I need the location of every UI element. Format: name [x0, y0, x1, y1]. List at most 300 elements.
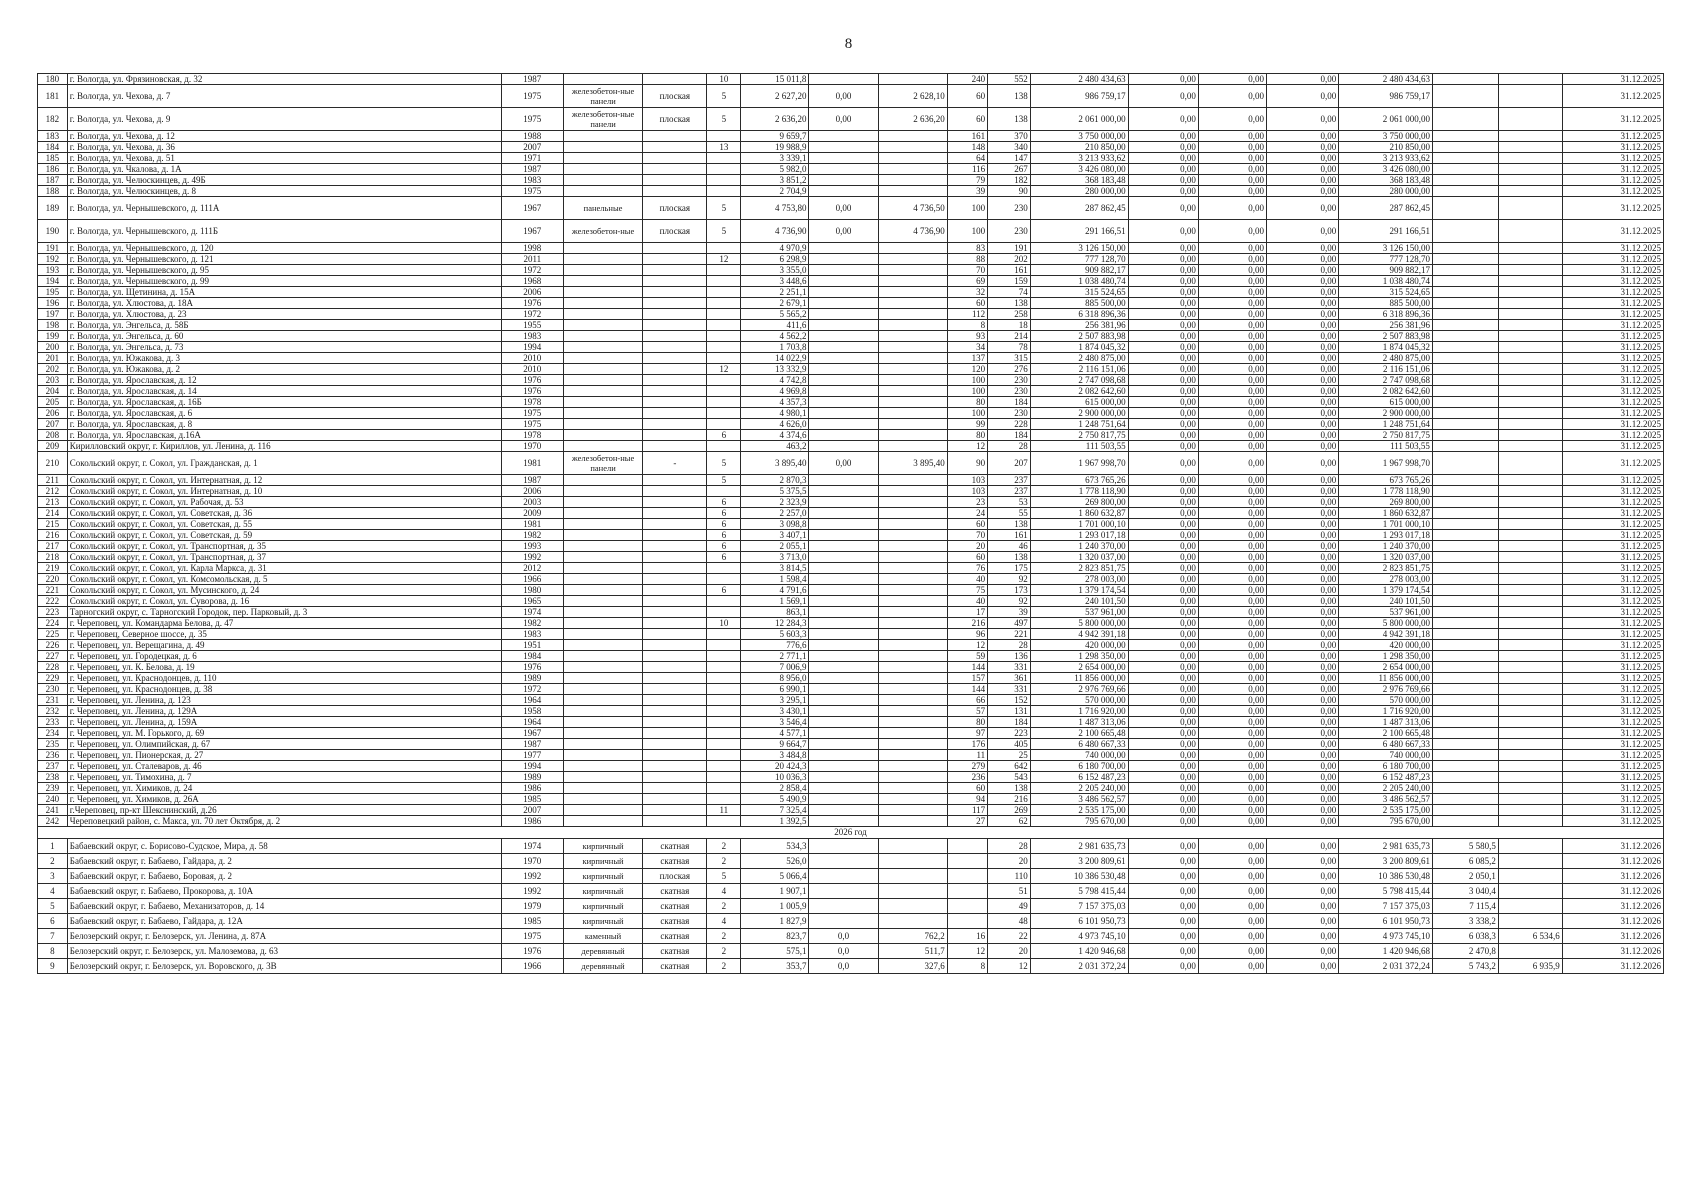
cell-build-year: 2006 — [501, 287, 563, 298]
cell-build-year: 1992 — [501, 869, 563, 884]
table-row — [38, 914, 1664, 929]
cell-fund-c: 0,00 — [1266, 839, 1338, 854]
cell-floors — [707, 276, 741, 287]
cell-floors — [707, 816, 741, 827]
cell-build-year: 1964 — [501, 717, 563, 728]
cell-col-j — [947, 839, 987, 854]
cell-roof-type — [643, 585, 707, 596]
cell-total-area: 5 490,9 — [741, 794, 809, 805]
cell-area-b: 762,2 — [878, 929, 947, 944]
cell-roof-type — [643, 519, 707, 530]
cell-unit-cost-b — [1498, 408, 1562, 419]
cell-build-year: 1983 — [501, 175, 563, 186]
cell-owner-funds: 287 862,45 — [1339, 197, 1433, 220]
cell-owner-funds: 2 976 769,66 — [1339, 684, 1433, 695]
cell-col-j: 60 — [947, 85, 987, 108]
cell-build-year: 1983 — [501, 331, 563, 342]
cell-residents: 74 — [988, 287, 1031, 298]
cell-area-b: 2 628,10 — [878, 85, 947, 108]
cell-floors — [707, 750, 741, 761]
cell-unit-cost-b — [1498, 706, 1562, 717]
cell-area-a — [809, 695, 878, 706]
cell-unit-cost-a — [1432, 397, 1498, 408]
cell-floors: 5 — [707, 85, 741, 108]
cell-area-b — [878, 331, 947, 342]
cell-unit-cost-a — [1432, 331, 1498, 342]
cell-unit-cost-b — [1498, 164, 1562, 175]
cell-deadline: 31.12.2025 — [1562, 596, 1663, 607]
cell-total-cost: 1 967 998,70 — [1030, 452, 1128, 475]
cell-unit-cost-a — [1432, 85, 1498, 108]
table-row — [38, 739, 1664, 750]
cell-build-year: 1994 — [501, 761, 563, 772]
cell-total-cost: 368 183,48 — [1030, 175, 1128, 186]
cell-fund-b: 0,00 — [1198, 342, 1266, 353]
cell-area-b — [878, 914, 947, 929]
cell-col-j — [947, 869, 987, 884]
cell-row-number: 186 — [38, 164, 68, 175]
cell-area-a — [809, 728, 878, 739]
table-row — [38, 717, 1664, 728]
cell-unit-cost-a — [1432, 706, 1498, 717]
cell-fund-a: 0,00 — [1128, 497, 1198, 508]
cell-build-year: 1966 — [501, 574, 563, 585]
cell-total-area: 4 736,90 — [741, 220, 809, 243]
cell-floors — [707, 640, 741, 651]
cell-unit-cost-b — [1498, 574, 1562, 585]
cell-residents: 48 — [988, 914, 1031, 929]
cell-build-year: 1975 — [501, 408, 563, 419]
cell-area-a — [809, 74, 878, 85]
cell-wall-material: железобетон-ные — [563, 220, 643, 243]
cell-fund-b: 0,00 — [1198, 914, 1266, 929]
cell-owner-funds: 1 874 045,32 — [1339, 342, 1433, 353]
cell-floors — [707, 243, 741, 254]
cell-address: г.Череповец, пр-кт Шекснинский, д.26 — [67, 805, 501, 816]
cell-address: г. Череповец, ул. Химиков, д. 24 — [67, 783, 501, 794]
cell-wall-material: каменный — [563, 929, 643, 944]
cell-area-b — [878, 320, 947, 331]
cell-fund-c: 0,00 — [1266, 717, 1338, 728]
cell-roof-type — [643, 142, 707, 153]
cell-area-b — [878, 629, 947, 640]
cell-deadline: 31.12.2025 — [1562, 364, 1663, 375]
cell-unit-cost-a — [1432, 684, 1498, 695]
cell-floors — [707, 486, 741, 497]
cell-total-cost: 5 798 415,44 — [1030, 884, 1128, 899]
cell-area-b — [878, 673, 947, 684]
cell-fund-a: 0,00 — [1128, 695, 1198, 706]
cell-floors — [707, 761, 741, 772]
table-row — [38, 899, 1664, 914]
table-row — [38, 869, 1664, 884]
cell-fund-c: 0,00 — [1266, 552, 1338, 563]
cell-unit-cost-a — [1432, 131, 1498, 142]
cell-unit-cost-b — [1498, 651, 1562, 662]
table-row — [38, 131, 1664, 142]
cell-fund-c: 0,00 — [1266, 761, 1338, 772]
cell-unit-cost-a: 3 338,2 — [1432, 914, 1498, 929]
cell-wall-material: кирпичный — [563, 884, 643, 899]
cell-wall-material — [563, 430, 643, 441]
cell-floors — [707, 265, 741, 276]
cell-area-b — [878, 772, 947, 783]
table-row — [38, 640, 1664, 651]
cell-wall-material — [563, 497, 643, 508]
cell-fund-a: 0,00 — [1128, 430, 1198, 441]
cell-floors — [707, 794, 741, 805]
cell-area-b — [878, 530, 947, 541]
cell-unit-cost-a: 3 040,4 — [1432, 884, 1498, 899]
cell-col-j: 148 — [947, 142, 987, 153]
cell-unit-cost-a — [1432, 816, 1498, 827]
cell-fund-c: 0,00 — [1266, 607, 1338, 618]
cell-wall-material: кирпичный — [563, 899, 643, 914]
table-row — [38, 884, 1664, 899]
cell-area-a — [809, 805, 878, 816]
cell-fund-c: 0,00 — [1266, 884, 1338, 899]
cell-deadline: 31.12.2025 — [1562, 761, 1663, 772]
cell-total-area: 4 626,0 — [741, 419, 809, 430]
table-row — [38, 142, 1664, 153]
cell-area-b — [878, 839, 947, 854]
cell-area-b — [878, 131, 947, 142]
cell-roof-type — [643, 541, 707, 552]
cell-unit-cost-a — [1432, 309, 1498, 320]
cell-fund-b: 0,00 — [1198, 497, 1266, 508]
cell-unit-cost-a — [1432, 761, 1498, 772]
cell-col-j: 12 — [947, 441, 987, 452]
cell-unit-cost-b — [1498, 243, 1562, 254]
cell-area-a — [809, 854, 878, 869]
cell-fund-b: 0,00 — [1198, 959, 1266, 974]
cell-address: г. Вологда, ул. Чкалова, д. 1А — [67, 164, 501, 175]
cell-wall-material — [563, 607, 643, 618]
table-row — [38, 944, 1664, 959]
table-row — [38, 805, 1664, 816]
cell-area-a — [809, 486, 878, 497]
cell-unit-cost-b — [1498, 607, 1562, 618]
cell-wall-material — [563, 574, 643, 585]
cell-residents: 315 — [988, 353, 1031, 364]
cell-row-number: 216 — [38, 530, 68, 541]
cell-fund-b: 0,00 — [1198, 309, 1266, 320]
cell-owner-funds: 5 800 000,00 — [1339, 618, 1433, 629]
cell-row-number: 180 — [38, 74, 68, 85]
table-row — [38, 287, 1664, 298]
cell-residents: 110 — [988, 869, 1031, 884]
cell-address: г. Вологда, ул. Ярославская, д. 8 — [67, 419, 501, 430]
cell-residents: 221 — [988, 629, 1031, 640]
cell-total-area: 5 982,0 — [741, 164, 809, 175]
cell-address: Бабаевский округ, с. Борисово-Судское, Мира, д. 58 — [67, 839, 501, 854]
cell-total-cost: 7 157 375,03 — [1030, 899, 1128, 914]
cell-address: Сокольский округ, г. Сокол, ул. Интернатная, д. 10 — [67, 486, 501, 497]
cell-address: Белозерский округ, г. Белозерск, ул. Малоземова, д. 63 — [67, 944, 501, 959]
cell-deadline: 31.12.2025 — [1562, 220, 1663, 243]
cell-area-a — [809, 375, 878, 386]
cell-residents: 51 — [988, 884, 1031, 899]
cell-row-number: 211 — [38, 475, 68, 486]
cell-build-year: 1985 — [501, 794, 563, 805]
cell-deadline: 31.12.2025 — [1562, 375, 1663, 386]
cell-row-number: 5 — [38, 899, 68, 914]
cell-area-b — [878, 508, 947, 519]
cell-col-j: 116 — [947, 164, 987, 175]
cell-area-b — [878, 695, 947, 706]
cell-fund-a: 0,00 — [1128, 243, 1198, 254]
table-row — [38, 530, 1664, 541]
cell-roof-type: плоская — [643, 220, 707, 243]
cell-col-j: 17 — [947, 607, 987, 618]
cell-unit-cost-b — [1498, 944, 1562, 959]
cell-unit-cost-b — [1498, 899, 1562, 914]
cell-area-b: 327,6 — [878, 959, 947, 974]
cell-unit-cost-a — [1432, 794, 1498, 805]
cell-total-cost: 2 823 851,75 — [1030, 563, 1128, 574]
cell-owner-funds: 256 381,96 — [1339, 320, 1433, 331]
cell-wall-material: деревянный — [563, 944, 643, 959]
cell-owner-funds: 2 981 635,73 — [1339, 839, 1433, 854]
cell-build-year: 1974 — [501, 607, 563, 618]
table-row — [38, 563, 1664, 574]
cell-residents: 361 — [988, 673, 1031, 684]
cell-fund-c: 0,00 — [1266, 408, 1338, 419]
table-row — [38, 662, 1664, 673]
cell-fund-b: 0,00 — [1198, 419, 1266, 430]
cell-floors — [707, 386, 741, 397]
cell-row-number: 218 — [38, 552, 68, 563]
cell-residents: 39 — [988, 607, 1031, 618]
cell-unit-cost-a — [1432, 530, 1498, 541]
cell-fund-b: 0,00 — [1198, 772, 1266, 783]
cell-residents: 191 — [988, 243, 1031, 254]
table-row — [38, 552, 1664, 563]
cell-wall-material — [563, 243, 643, 254]
cell-area-b — [878, 618, 947, 629]
cell-total-cost: 2 976 769,66 — [1030, 684, 1128, 695]
cell-deadline: 31.12.2025 — [1562, 186, 1663, 197]
cell-total-area: 5 603,3 — [741, 629, 809, 640]
cell-total-cost: 909 882,17 — [1030, 265, 1128, 276]
cell-wall-material — [563, 805, 643, 816]
cell-unit-cost-a — [1432, 419, 1498, 430]
cell-build-year: 2009 — [501, 508, 563, 519]
cell-wall-material — [563, 386, 643, 397]
cell-fund-a: 0,00 — [1128, 197, 1198, 220]
cell-area-a — [809, 899, 878, 914]
cell-floors — [707, 596, 741, 607]
cell-roof-type — [643, 717, 707, 728]
cell-roof-type: скатная — [643, 884, 707, 899]
cell-unit-cost-b — [1498, 131, 1562, 142]
cell-fund-a: 0,00 — [1128, 929, 1198, 944]
cell-wall-material — [563, 254, 643, 265]
cell-fund-a: 0,00 — [1128, 899, 1198, 914]
cell-area-a — [809, 298, 878, 309]
cell-fund-c: 0,00 — [1266, 728, 1338, 739]
cell-fund-a: 0,00 — [1128, 552, 1198, 563]
cell-area-a: 0,0 — [809, 944, 878, 959]
cell-address: г. Вологда, ул. Чехова, д. 51 — [67, 153, 501, 164]
cell-area-a — [809, 607, 878, 618]
cell-build-year: 1955 — [501, 320, 563, 331]
cell-residents: 28 — [988, 441, 1031, 452]
cell-build-year: 1976 — [501, 298, 563, 309]
cell-wall-material — [563, 706, 643, 717]
cell-residents: 267 — [988, 164, 1031, 175]
cell-row-number: 187 — [38, 175, 68, 186]
cell-total-area: 2 055,1 — [741, 541, 809, 552]
cell-col-j: 120 — [947, 364, 987, 375]
cell-address: г. Вологда, ул. Ярославская, д.16А — [67, 430, 501, 441]
cell-total-area: 411,6 — [741, 320, 809, 331]
cell-row-number: 7 — [38, 929, 68, 944]
cell-roof-type — [643, 816, 707, 827]
cell-residents: 370 — [988, 131, 1031, 142]
cell-col-j: 40 — [947, 574, 987, 585]
cell-wall-material — [563, 783, 643, 794]
cell-row-number: 199 — [38, 331, 68, 342]
cell-floors — [707, 186, 741, 197]
cell-floors — [707, 607, 741, 618]
cell-deadline: 31.12.2025 — [1562, 563, 1663, 574]
cell-deadline: 31.12.2026 — [1562, 884, 1663, 899]
table-row — [38, 695, 1664, 706]
cell-fund-c: 0,00 — [1266, 596, 1338, 607]
cell-fund-a: 0,00 — [1128, 772, 1198, 783]
cell-fund-b: 0,00 — [1198, 220, 1266, 243]
cell-deadline: 31.12.2025 — [1562, 618, 1663, 629]
cell-unit-cost-b — [1498, 854, 1562, 869]
cell-roof-type — [643, 552, 707, 563]
cell-build-year: 2010 — [501, 353, 563, 364]
cell-owner-funds: 1 379 174,54 — [1339, 585, 1433, 596]
cell-row-number: 239 — [38, 783, 68, 794]
cell-deadline: 31.12.2025 — [1562, 153, 1663, 164]
cell-fund-c: 0,00 — [1266, 298, 1338, 309]
cell-fund-c: 0,00 — [1266, 254, 1338, 265]
cell-wall-material — [563, 186, 643, 197]
cell-deadline: 31.12.2025 — [1562, 728, 1663, 739]
cell-total-cost: 6 101 950,73 — [1030, 914, 1128, 929]
cell-build-year: 1976 — [501, 386, 563, 397]
cell-floors — [707, 320, 741, 331]
cell-build-year: 1970 — [501, 441, 563, 452]
cell-build-year: 1977 — [501, 750, 563, 761]
cell-total-area: 1 907,1 — [741, 884, 809, 899]
cell-unit-cost-a — [1432, 386, 1498, 397]
cell-build-year: 1958 — [501, 706, 563, 717]
cell-wall-material — [563, 816, 643, 827]
cell-col-j: 100 — [947, 220, 987, 243]
cell-build-year: 1975 — [501, 108, 563, 131]
table-row — [38, 761, 1664, 772]
cell-total-cost: 615 000,00 — [1030, 397, 1128, 408]
cell-deadline: 31.12.2025 — [1562, 508, 1663, 519]
cell-residents: 214 — [988, 331, 1031, 342]
cell-unit-cost-b — [1498, 839, 1562, 854]
cell-area-b — [878, 816, 947, 827]
cell-total-area: 3 430,1 — [741, 706, 809, 717]
cell-area-a — [809, 408, 878, 419]
cell-unit-cost-a — [1432, 772, 1498, 783]
cell-fund-b: 0,00 — [1198, 750, 1266, 761]
cell-area-b — [878, 243, 947, 254]
cell-total-cost: 3 126 150,00 — [1030, 243, 1128, 254]
cell-wall-material — [563, 596, 643, 607]
cell-unit-cost-b — [1498, 673, 1562, 684]
cell-address: г. Череповец, Северное шоссе, д. 35 — [67, 629, 501, 640]
cell-fund-c: 0,00 — [1266, 419, 1338, 430]
cell-total-area: 6 990,1 — [741, 684, 809, 695]
cell-owner-funds: 269 800,00 — [1339, 497, 1433, 508]
cell-unit-cost-a — [1432, 618, 1498, 629]
cell-roof-type — [643, 276, 707, 287]
cell-wall-material — [563, 142, 643, 153]
cell-residents: 49 — [988, 899, 1031, 914]
cell-unit-cost-b — [1498, 530, 1562, 541]
cell-total-cost: 6 180 700,00 — [1030, 761, 1128, 772]
cell-total-cost: 4 973 745,10 — [1030, 929, 1128, 944]
cell-build-year: 1972 — [501, 265, 563, 276]
cell-area-a — [809, 640, 878, 651]
cell-row-number: 200 — [38, 342, 68, 353]
cell-deadline: 31.12.2025 — [1562, 108, 1663, 131]
cell-total-cost: 420 000,00 — [1030, 640, 1128, 651]
cell-owner-funds: 2 750 817,75 — [1339, 430, 1433, 441]
cell-residents: 131 — [988, 706, 1031, 717]
cell-row-number: 185 — [38, 153, 68, 164]
cell-area-b — [878, 265, 947, 276]
cell-row-number: 3 — [38, 869, 68, 884]
cell-area-b — [878, 164, 947, 175]
cell-wall-material — [563, 375, 643, 386]
cell-col-j: 12 — [947, 640, 987, 651]
cell-col-j: 83 — [947, 243, 987, 254]
table-row — [38, 331, 1664, 342]
cell-wall-material: кирпичный — [563, 839, 643, 854]
cell-total-cost: 278 003,00 — [1030, 574, 1128, 585]
cell-fund-a: 0,00 — [1128, 153, 1198, 164]
cell-owner-funds: 1 248 751,64 — [1339, 419, 1433, 430]
cell-build-year: 1975 — [501, 186, 563, 197]
table-row — [38, 309, 1664, 320]
cell-fund-b: 0,00 — [1198, 197, 1266, 220]
cell-deadline: 31.12.2026 — [1562, 959, 1663, 974]
cell-address: Сокольский округ, г. Сокол, ул. Суворова, д. 16 — [67, 596, 501, 607]
table-row — [38, 386, 1664, 397]
cell-col-j: 112 — [947, 309, 987, 320]
cell-total-area: 3 448,6 — [741, 276, 809, 287]
cell-wall-material — [563, 475, 643, 486]
cell-deadline: 31.12.2026 — [1562, 899, 1663, 914]
cell-floors — [707, 441, 741, 452]
cell-owner-funds: 3 213 933,62 — [1339, 153, 1433, 164]
cell-fund-c: 0,00 — [1266, 164, 1338, 175]
cell-total-cost: 2 116 151,06 — [1030, 364, 1128, 375]
cell-unit-cost-a: 5 743,2 — [1432, 959, 1498, 974]
table-row — [38, 254, 1664, 265]
cell-fund-c: 0,00 — [1266, 944, 1338, 959]
cell-residents: 276 — [988, 364, 1031, 375]
cell-deadline: 31.12.2025 — [1562, 197, 1663, 220]
cell-fund-b: 0,00 — [1198, 618, 1266, 629]
cell-col-j: 70 — [947, 530, 987, 541]
cell-unit-cost-a — [1432, 430, 1498, 441]
cell-fund-c: 0,00 — [1266, 497, 1338, 508]
cell-row-number: 217 — [38, 541, 68, 552]
